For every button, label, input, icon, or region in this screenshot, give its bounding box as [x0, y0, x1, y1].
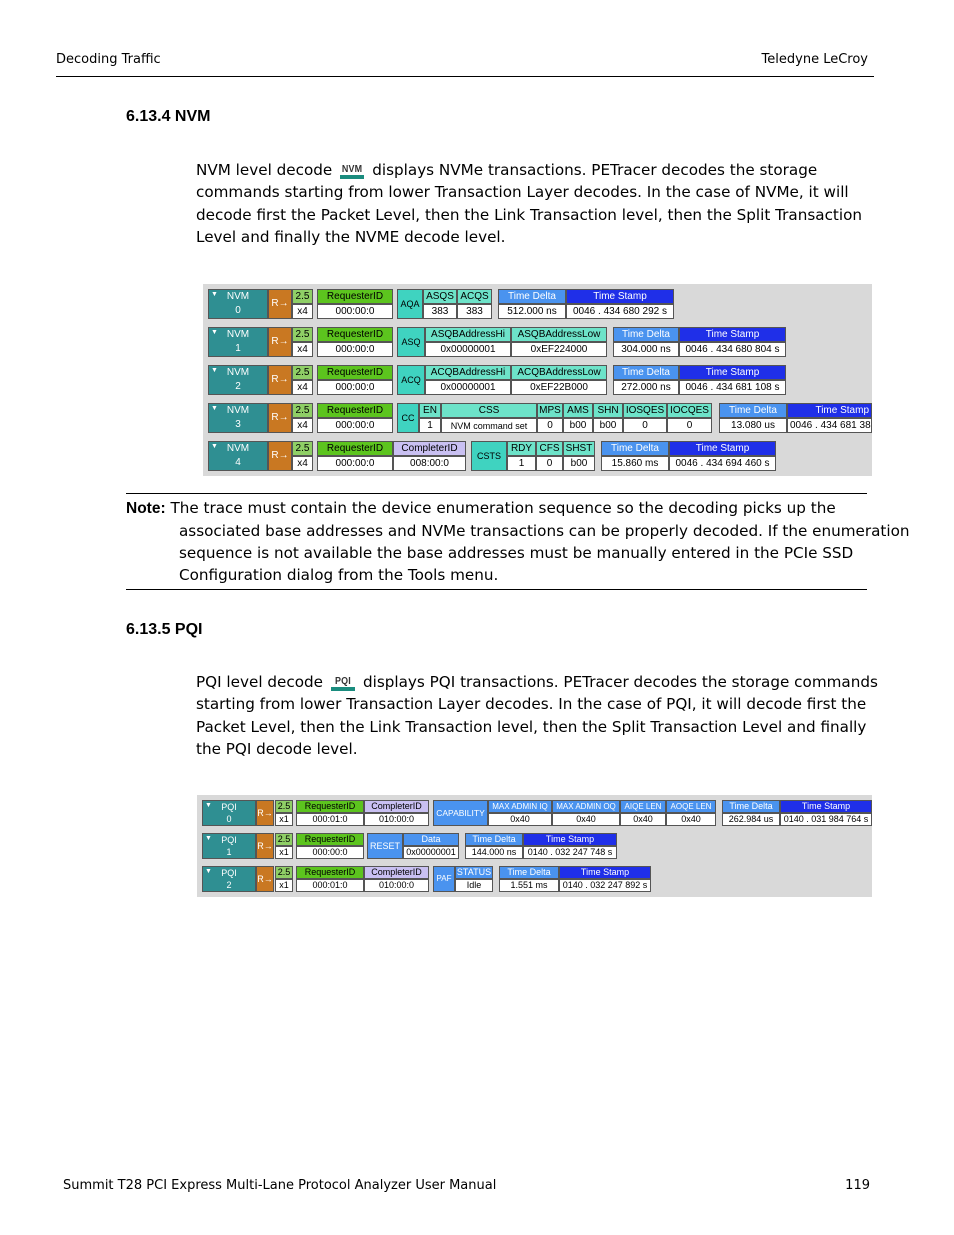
link-width-value: x4	[292, 342, 313, 357]
expand-arrow-icon: ▼	[205, 802, 212, 809]
register-name-cell: RESET	[367, 833, 403, 859]
nvm-trace-view	[203, 284, 872, 476]
field-value: 1	[507, 456, 536, 471]
field-value: 0x40	[620, 813, 666, 826]
requester-id-value: 000:00:0	[317, 380, 393, 395]
expand-arrow-icon: ▼	[211, 367, 218, 374]
direction-cell: R→	[268, 289, 292, 319]
nvm-decode-icon	[338, 157, 366, 181]
time-stamp-value: 0140 . 031 984 764 s	[780, 813, 872, 826]
speed-header: 2.5	[292, 403, 313, 418]
note-bottom-rule	[126, 589, 867, 590]
requester-id-header: RequesterID	[296, 800, 364, 813]
field-value: 0x00000001	[425, 380, 511, 395]
expand-arrow-icon: ▼	[205, 868, 212, 875]
speed-header: 2.5	[275, 833, 293, 846]
nvm-para-line: commands starting from lower Transaction Layer decodes. In the case of NVMe, it will	[196, 183, 849, 202]
field-header: ACQBAddressLow	[511, 365, 607, 380]
field-header: Data	[403, 833, 459, 846]
time-stamp-value: 0140 . 032 247 748 s	[523, 846, 617, 859]
field-value: 0x40	[488, 813, 552, 826]
direction-cell: R→	[268, 365, 292, 395]
nvm-para-line: Level and finally the NVME decode level.	[196, 227, 506, 246]
time-delta-header: Time Delta	[613, 327, 679, 342]
field-header: ASQBAddressLow	[511, 327, 607, 342]
trace-row[interactable]	[197, 833, 872, 860]
time-stamp-header: Time Stamp	[566, 289, 674, 304]
completer-id-value: 008:00:0	[393, 456, 466, 471]
field-header: IOCQES	[667, 403, 712, 418]
packet-type-cell: ▼ NVM 3	[208, 403, 268, 433]
speed-header: 2.5	[275, 866, 293, 879]
nvm-para-line: decode first the Packet Level, then the Link Transaction level, then the Split Transaction	[196, 205, 863, 224]
expand-arrow-icon: ▼	[211, 443, 218, 450]
field-value: 383	[423, 304, 457, 319]
trace-row[interactable]	[197, 866, 872, 893]
field-header: SHN	[593, 403, 623, 418]
field-header: ACQBAddressHi	[425, 365, 511, 380]
requester-id-header: RequesterID	[317, 403, 393, 418]
completer-id-header: CompleterID	[393, 441, 466, 456]
time-delta-header: Time Delta	[722, 800, 780, 813]
note-line: sequence is not available the base addresses must be manually entered in the PCIe SSD	[179, 544, 854, 562]
header-rule	[56, 76, 874, 77]
field-value: b00	[593, 418, 623, 433]
time-stamp-header: Time Stamp	[559, 866, 651, 879]
field-value: 0x40	[552, 813, 620, 826]
packet-type-cell: ▼ PQI 1	[202, 833, 256, 859]
requester-id-value: 000:00:0	[317, 304, 393, 319]
field-header: CSS	[441, 403, 537, 418]
completer-id-header: CompleterID	[364, 866, 429, 879]
expand-arrow-icon: ▼	[211, 329, 218, 336]
link-width-value: x4	[292, 456, 313, 471]
field-header: IOSQES	[623, 403, 667, 418]
time-delta-value: 1.551 ms	[499, 879, 559, 892]
nvm-para-line1: displays NVMe transactions. PETracer decodes the storage	[372, 161, 818, 179]
trace-row[interactable]	[203, 403, 872, 437]
running-header-right: Teledyne LeCroy	[761, 52, 868, 67]
note-top-rule	[126, 493, 867, 494]
field-value: 0xEF224000	[511, 342, 607, 357]
register-name-cell: PAF	[433, 866, 455, 892]
register-name-cell: CAPABILITY	[433, 800, 488, 826]
pqi-para-line: the PQI decode level.	[196, 739, 358, 758]
field-value: 0	[536, 456, 563, 471]
expand-arrow-icon: ▼	[211, 291, 218, 298]
link-width-value: x1	[275, 813, 293, 826]
time-delta-value: 512.000 ns	[498, 304, 566, 319]
trace-row[interactable]	[197, 800, 872, 827]
field-header: MAX ADMIN OQ	[552, 800, 620, 813]
time-stamp-value: 0046 . 434 681 108 s	[679, 380, 786, 395]
requester-id-value: 000:01:0	[296, 813, 364, 826]
speed-header: 2.5	[292, 441, 313, 456]
field-header: MPS	[537, 403, 563, 418]
note-line: associated base addresses and NVMe transactions can be properly decoded. If the enumeration	[179, 522, 910, 540]
nvm-para-lead: NVM level decode	[196, 161, 333, 179]
requester-id-header: RequesterID	[317, 289, 393, 304]
field-value: 0x00000001	[403, 846, 459, 859]
requester-id-header: RequesterID	[317, 327, 393, 342]
field-value: 1	[419, 418, 441, 433]
note-line: Configuration dialog from the Tools menu.	[179, 566, 499, 584]
field-value: 0	[623, 418, 667, 433]
time-delta-header: Time Delta	[498, 289, 566, 304]
requester-id-value: 000:00:0	[317, 456, 393, 471]
time-stamp-value: 0140 . 032 247 892 s	[559, 879, 651, 892]
speed-header: 2.5	[275, 800, 293, 813]
register-name-cell: CSTS	[471, 441, 507, 471]
direction-cell: R→	[256, 800, 274, 826]
requester-id-header: RequesterID	[296, 866, 364, 879]
field-value: b00	[563, 418, 593, 433]
time-stamp-header: Time Stamp	[679, 327, 786, 342]
requester-id-header: RequesterID	[317, 365, 393, 380]
field-value: 0xEF22B000	[511, 380, 607, 395]
field-header: ASQBAddressHi	[425, 327, 511, 342]
pqi-para-lead: PQI level decode	[196, 673, 323, 691]
register-name-cell: AQA	[397, 289, 423, 319]
time-delta-header: Time Delta	[601, 441, 669, 456]
field-value: 0	[667, 418, 712, 433]
completer-id-value: 010:00:0	[364, 813, 429, 826]
field-value: b00	[563, 456, 595, 471]
time-delta-header: Time Delta	[719, 403, 787, 418]
time-stamp-header: Time Stamp	[669, 441, 776, 456]
time-delta-value: 15.860 ms	[601, 456, 669, 471]
trace-row[interactable]	[203, 441, 872, 475]
pqi-icon-label: PQI	[335, 675, 351, 687]
page-number: 119	[845, 1178, 870, 1193]
link-width-value: x1	[275, 846, 293, 859]
completer-id-header: CompleterID	[364, 800, 429, 813]
time-delta-value: 13.080 us	[719, 418, 787, 433]
time-delta-value: 304.000 ns	[613, 342, 679, 357]
register-name-cell: CC	[397, 403, 419, 433]
packet-type-cell: ▼ PQI 2	[202, 866, 256, 892]
direction-cell: R→	[268, 441, 292, 471]
footer-manual-title: Summit T28 PCI Express Multi-Lane Protocol Analyzer User Manual	[63, 1178, 497, 1193]
pqi-trace-view	[197, 795, 872, 897]
time-stamp-header: Time Stamp	[787, 403, 872, 418]
link-width-value: x1	[275, 879, 293, 892]
time-delta-header: Time Delta	[499, 866, 559, 879]
note-line: The trace must contain the device enumeration sequence so the decoding picks up the	[170, 499, 836, 517]
time-delta-value: 262.984 us	[722, 813, 780, 826]
packet-type-cell: ▼ PQI 0	[202, 800, 256, 826]
speed-header: 2.5	[292, 365, 313, 380]
link-width-value: x4	[292, 304, 313, 319]
time-stamp-value: 0046 . 434 680 292 s	[566, 304, 674, 319]
section-title-nvm: 6.13.4 NVM	[126, 108, 211, 125]
field-header: STATUS	[456, 867, 492, 877]
field-value: 0x00000001	[425, 342, 511, 357]
field-header: EN	[419, 403, 441, 418]
field-header: ASQS	[423, 289, 457, 304]
pqi-para-line1: displays PQI transactions. PETracer decodes the storage commands	[362, 673, 878, 691]
speed-header: 2.5	[292, 327, 313, 342]
time-delta-header: Time Delta	[465, 833, 523, 846]
time-stamp-header: Time Stamp	[780, 800, 872, 813]
trace-row[interactable]	[203, 365, 872, 399]
time-stamp-header: Time Stamp	[523, 833, 617, 846]
field-header: AIQE LEN	[620, 800, 666, 813]
packet-type-cell: ▼ NVM 0	[208, 289, 268, 319]
direction-cell: R→	[268, 327, 292, 357]
register-name-cell: ACQ	[397, 365, 425, 395]
nvm-paragraph	[196, 157, 862, 248]
requester-id-value: 000:00:0	[317, 418, 393, 433]
field-value: 0	[537, 418, 563, 433]
requester-id-header: RequesterID	[296, 833, 364, 846]
field-header: ACQS	[457, 289, 492, 304]
note-label: Note:	[126, 500, 166, 517]
field-header: SHST	[563, 441, 595, 456]
packet-type-cell: ▼ NVM 1	[208, 327, 268, 357]
field-value: NVM command set	[441, 418, 537, 433]
link-width-value: x4	[292, 380, 313, 395]
requester-id-value: 000:00:0	[296, 846, 364, 859]
field-value: 383	[457, 304, 492, 319]
time-stamp-value: 0046 . 434 680 804 s	[679, 342, 786, 357]
nvm-icon-label: NVM	[342, 163, 363, 175]
note-block	[126, 497, 910, 586]
time-delta-value: 272.000 ns	[613, 380, 679, 395]
trace-row[interactable]	[203, 289, 872, 323]
pqi-para-line: Packet Level, then the Link Transaction level, then the Split Transaction Level and finally	[196, 717, 867, 736]
direction-cell: R→	[268, 403, 292, 433]
expand-arrow-icon: ▼	[211, 405, 218, 412]
time-stamp-value: 0046 . 434 681 38	[787, 418, 872, 433]
speed-header: 2.5	[292, 289, 313, 304]
pqi-paragraph	[196, 669, 878, 760]
packet-type-cell: ▼ NVM 2	[208, 365, 268, 395]
running-header-left: Decoding Traffic	[56, 52, 161, 67]
link-width-value: x4	[292, 418, 313, 433]
pqi-decode-icon	[329, 669, 357, 693]
time-delta-header: Time Delta	[613, 365, 679, 380]
trace-row[interactable]	[203, 327, 872, 361]
field-header: AOQE LEN	[666, 800, 716, 813]
time-delta-value: 144.000 ns	[465, 846, 523, 859]
direction-cell: R→	[256, 833, 274, 859]
section-title-pqi: 6.13.5 PQI	[126, 621, 203, 638]
packet-type-cell: ▼ NVM 4	[208, 441, 268, 471]
time-stamp-header: Time Stamp	[679, 365, 786, 380]
field-header: CFS	[536, 441, 563, 456]
requester-id-value: 000:01:0	[296, 879, 364, 892]
register-name-cell: ASQ	[397, 327, 425, 357]
field-header: RDY	[507, 441, 536, 456]
field-value: 0x40	[666, 813, 716, 826]
pqi-para-line: starting from lower Transaction Layer decodes. In the case of PQI, it will decode first the	[196, 695, 867, 714]
requester-id-value: 000:00:0	[317, 342, 393, 357]
field-header: MAX ADMIN IQ	[488, 800, 552, 813]
field-header: AMS	[563, 403, 593, 418]
direction-cell: R→	[256, 866, 274, 892]
completer-id-value: 010:00:0	[364, 879, 429, 892]
field-value: Idle	[455, 879, 493, 892]
expand-arrow-icon: ▼	[205, 835, 212, 842]
requester-id-header: RequesterID	[317, 441, 393, 456]
time-stamp-value: 0046 . 434 694 460 s	[669, 456, 776, 471]
